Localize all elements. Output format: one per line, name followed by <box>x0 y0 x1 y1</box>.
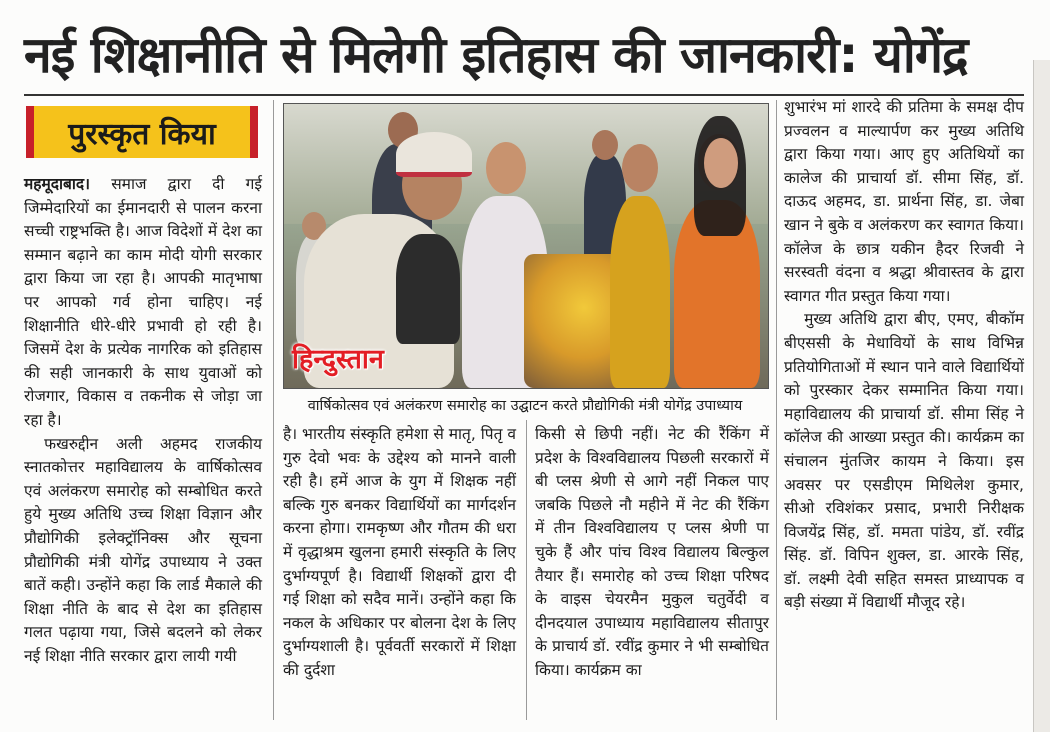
photo-figure-head <box>592 130 618 160</box>
column-divider <box>776 100 777 720</box>
column-3 <box>535 423 769 683</box>
photo-watermark: हिन्दुस्तान <box>292 344 384 375</box>
photo-figure <box>610 196 670 388</box>
kicker-label: पुरस्कृत किया <box>26 106 258 158</box>
photo-figure-head <box>486 142 526 194</box>
paragraph <box>24 173 262 433</box>
photo-figure-head <box>622 144 658 192</box>
paragraph: शुभारंभ मां शारदे की प्रतिमा के समक्ष दीप प्रज्वलन व माल्यार्पण कर मुख्य अतिथि द्वारा किया गया। आए हुए अतिथियों का कालेज की प्राचार्या डॉ. सीमा सिंह, डॉ. दाऊद अहमद, डा. प्रार्थना सिंह, डा. जेबा खान ने बुके व अलंकरण कर स्वागत किया। कॉलेज के छात्र यकीन हैदर रिजवी ने सरस्वती वंदना व श्रद्धा श्रीवास्तव के द्वारा स्वागत गीत प्रस्तुत किया गया। <box>784 98 1024 305</box>
event-photo <box>283 103 769 389</box>
column-divider <box>273 100 274 720</box>
photo-caption: वार्षिकोत्सव एवं अलंकरण समारोह का उद्घाटन करते प्रौद्योगिकी मंत्री योगेंद्र उपाध्याय <box>307 398 743 414</box>
paragraph: फखरुद्दीन अली अहमद राजकीय स्नातकोत्तर महाविद्यालय के वार्षिकोत्सव एवं अलंकरण समारोह को सम्बोधित करते हुये मुख्य अतिथि उच्च शिक्षा विज्ञान और प्रौद्योगिकी इलेक्ट्रॉनिक्स और सूचना प्रौद्योगिकी मंत्री योगेंद्र उपाध्याय ने उक्त बातें कही। उन्होंने कहा कि लार्ड मैकाले की शिक्षा नीति के बाद से देश का इतिहास गलत पढ़ाया गया, जिसे बदलने को लेकर नई शिक्षा नीति सरकार द्वारा लायी गयी <box>24 434 262 665</box>
paragraph-text: समाज द्वारा दी गई जिम्मेदारियों का ईमानदारी से पालन करना सच्ची राष्ट्रभक्ति है। आज विदेशों में देश का सम्मान बढ़ाने का काम मोदी योगी सरकार द्वारा किया जा रहा है। आपकी मातृभाषा पर आपको गर्व होना चाहिए। नई शिक्षानीति धीरे-धीरे प्रभावी हो रही है। जिसमें देश के प्रत्येक नागरिक को इतिहास की सही जानकारी के साथ युवाओं को रोजगार, विकास व तकनीक से जोड़ा जा रहा है। <box>24 175 262 429</box>
column-divider <box>526 420 527 720</box>
dateline: महमूदाबाद। <box>24 175 90 193</box>
photo-figure-face <box>704 138 738 188</box>
paragraph: है। भारतीय संस्कृति हमेशा से मातृ, पितृ व गुरु देवो भवः के उद्देश्य को मानने वाली रही है। हमें आज के युग में शिक्षक नहीं बल्कि गुरु बनकर विद्यार्थियों का मार्गदर्शन करना होगा। रामकृष्ण और गौतम की धरा में वृद्धाश्रम खुलना हमारी संस्कृति के लिए दुर्भाग्यपूर्ण है। विद्यार्थी शिक्षकों द्वारा दी गई शिक्षा को सदैव मानें। उन्होंने कहा कि नकल के अधिकार पर बोलना देश के लिए दुर्भाग्यशाली है। पूर्ववर्ती सरकारों में शिक्षा की दुर्दशा <box>283 425 516 679</box>
column-1 <box>24 173 262 668</box>
photo-figure-jacket <box>396 234 460 344</box>
column-2 <box>283 423 516 683</box>
paragraph: मुख्य अतिथि द्वारा बीए, एमए, बीकॉम बीएससी के मेधावियों के साथ विभिन्न प्रतियोगिताओं में स्थान पाने वाले विद्यार्थियों को पुरस्कार देकर सम्मानित किया गया। महाविद्यालय की प्राचार्या डॉ. सीमा सिंह ने कॉलेज की आख्या प्रस्तुत की। कार्यक्रम का संचालन मुंतजिर कायम ने किया। इस अवसर पर एसडीएम मिथिलेश कुमार, सीओ रविशंकर प्रसाद, प्रभारी निरीक्षक विजयेंद्र सिंह, डॉ. ममता पांडेय, डॉ. रवींद्र सिंह. डॉ. विपिन शुक्ल, डा. आरके सिंह, डॉ. लक्ष्मी देवी सहित समस्त प्राध्यापक व बड़ी संख्या में विद्यार्थी मौजूद रहे। <box>784 310 1024 612</box>
headline: नई शिक्षानीति से मिलेगी इतिहास की जानकारी: योगेंद्र <box>24 26 968 84</box>
paragraph: किसी से छिपी नहीं। नेट की रैंकिंग में प्रदेश के विश्वविद्यालय पिछली सरकारों में बी प्लस श्रेणी से आगे नहीं निकल पाए जबकि पिछले नौ महीने में नेट की रैंकिंग में तीन विश्वविद्यालय ए प्लस श्रेणी पा चुके हैं और पांच विश्व विद्यालय बिल्कुल तैयार हैं। समारोह को उच्च शिक्षा परिषद के वाइस चेयरमैन मुकुल चतुर्वेदी व दीनदयाल उपाध्याय महाविद्यालय सीतापुर के प्राचार्य डॉ. रवींद्र कुमार ने भी सम्बोधित किया। कार्यक्रम का <box>535 425 769 679</box>
page-edge <box>1033 60 1050 732</box>
column-4 <box>784 96 1024 615</box>
photo-figure-cap <box>396 132 472 177</box>
